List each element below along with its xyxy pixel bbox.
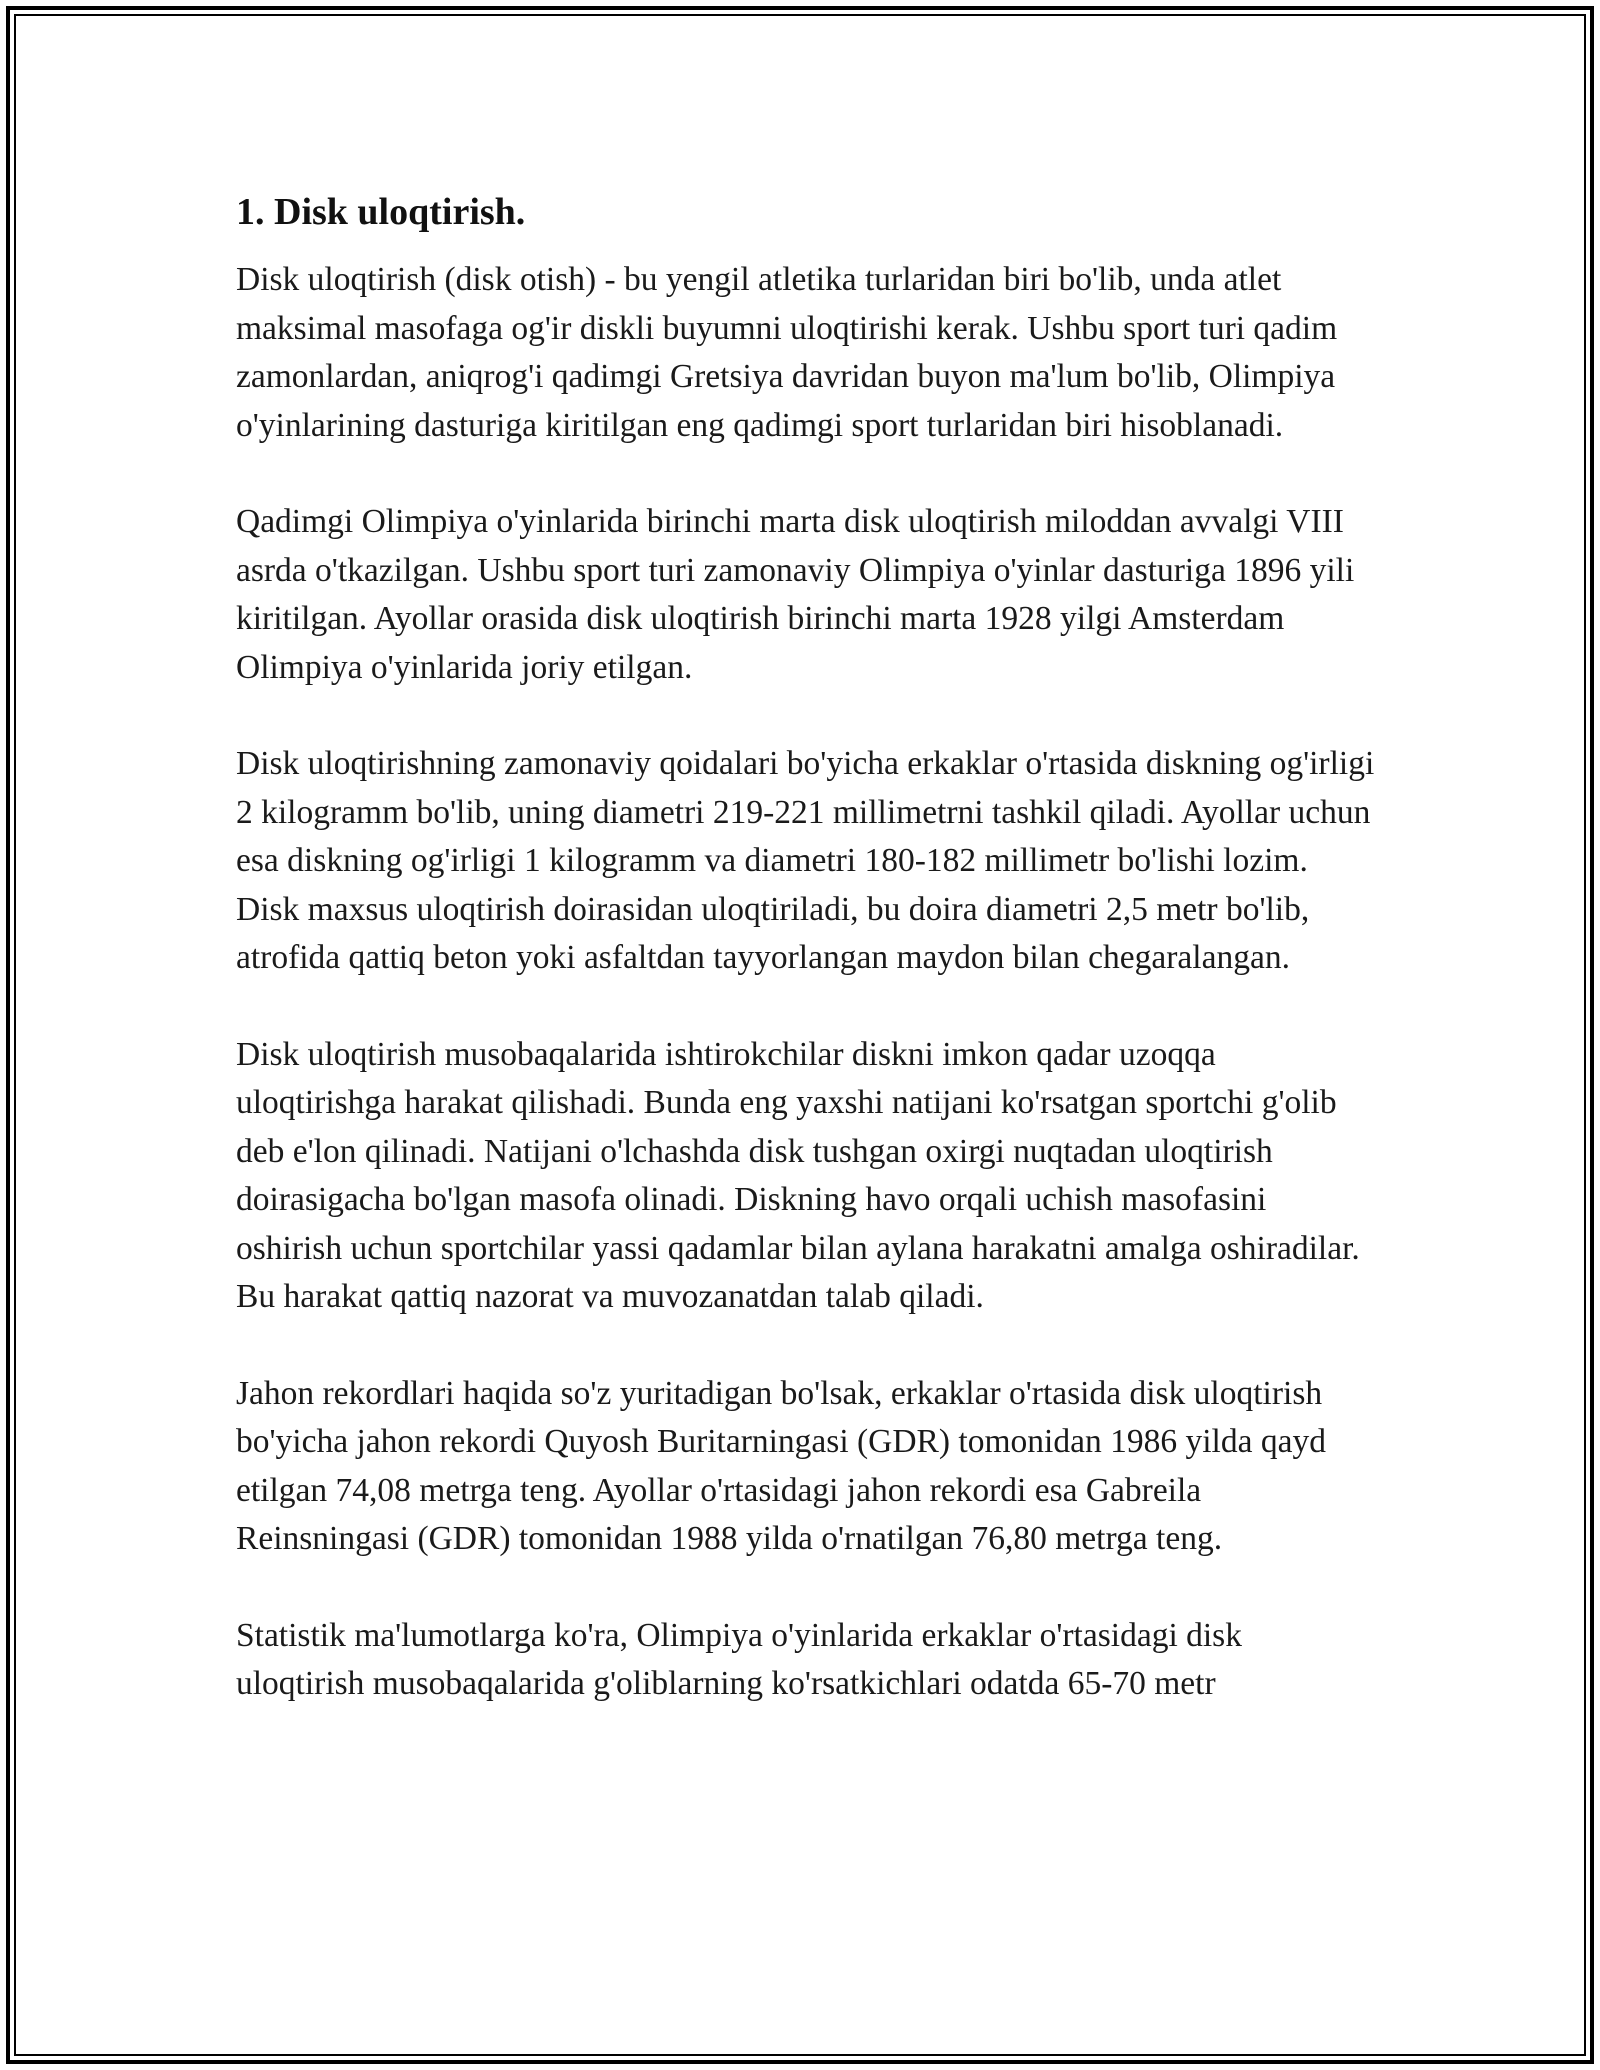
paragraph-statistics: Statistik ma'lumotlarga ko'ra, Olimpiya o'yinlarida erkaklar o'rtasidagi disk uloqtirish musobaqalarida g'oliblarning ko'rsatkichlari odatda 65-70 metr: [236, 1616, 1242, 1702]
document-title: 1. Disk uloqtirish.: [236, 191, 526, 233]
paragraph-rules: Disk uloqtirishning zamonaviy qoidalari bo'yicha erkaklar o'rtasida diskning og'irligi 2 kilogramm bo'lib, uning diametri 219-221 millimetrni tashkil qiladi. Ayollar uchun esa diskning og'irligi 1 kilogramm va diametri 180-182 millimetr bo'lishi lozim. Disk maxsus uloqtirish doirasidan uloqtiriladi, bu doira diametri 2,5 metr bo'lib, atrofida qattiq beton yoki asfaltdan tayyorlangan maydon bilan chegaralangan.: [236, 745, 1375, 976]
paragraph-history: Qadimgi Olimpiya o'yinlarida birinchi marta disk uloqtirish miloddan avvalgi VIII asrda o'tkazilgan. Ushbu sport turi zamonaviy Olimpiya o'yinlar dasturiga 1896 yili kiritilgan. Ayollar orasida disk uloqtirish birinchi marta 1928 yilgi Amsterdam Olimpiya o'yinlarida joriy etilgan.: [236, 503, 1355, 686]
document-body: [236, 188, 1376, 1757]
paragraph-intro: Disk uloqtirish (disk otish) - bu yengil atletika turlaridan biri bo'lib, unda atlet maksimal masofaga og'ir diskli buyumni uloqtirishi kerak. Ushbu sport turi qadim zamonlardan, aniqrog'i qadimgi Gretsiya davridan buyon ma'lum bo'lib, Olimpiya o'yinlarining dasturiga kiritilgan eng qadimgi sport turlaridan biri hisoblanadi.: [236, 261, 1338, 444]
paragraph-records: Jahon rekordlari haqida so'z yuritadigan bo'lsak, erkaklar o'rtasida disk uloqtirish bo'yicha jahon rekordi Quyosh Buritarningasi (GDR) tomonidan 1986 yilda qayd etilgan 74,08 metrga teng. Ayollar o'rtasidagi jahon rekordi esa Gabreila Reinsningasi (GDR) tomonidan 1988 yilda o'rnatilgan 76,80 metrga teng.: [236, 1374, 1326, 1557]
paragraph-competition: Disk uloqtirish musobaqalarida ishtirokchilar diskni imkon qadar uzoqqa uloqtirishga harakat qilishadi. Bunda eng yaxshi natijani ko'rsatgan sportchi g'olib deb e'lon qilinadi. Natijani o'lchashda disk tushgan oxirgi nuqtadan uloqtirish doirasigacha bo'lgan masofa olinadi. Diskning havo orqali uchish masofasini oshirish uchun sportchilar yassi qadamlar bilan aylana harakatni amalga oshiradilar. Bu harakat qattiq nazorat va muvozanatdan talab qiladi.: [236, 1035, 1360, 1315]
